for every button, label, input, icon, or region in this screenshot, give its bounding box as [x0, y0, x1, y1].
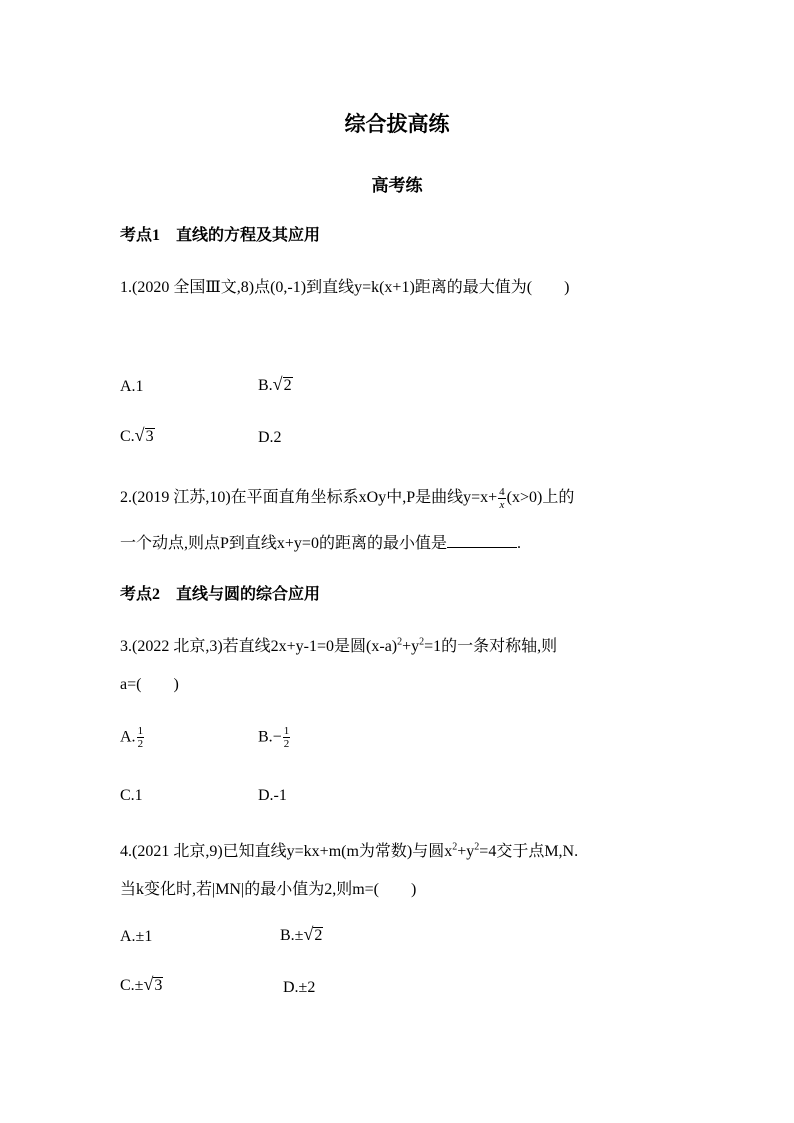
q3-b-num: 1 — [283, 725, 290, 737]
sqrt-symbol: √2 — [303, 924, 323, 944]
q3-option-c: C.1 — [120, 787, 143, 804]
q2-stem-part1: 2.(2019 江苏,10)在平面直角坐标系xOy中,P是曲线y=x+ — [120, 489, 498, 506]
question-1-stem: 1.(2020 全国Ⅲ文,8)点(0,-1)到直线y=k(x+1)距离的最大值为( ) — [120, 279, 570, 296]
q4-option-c-prefix: C.± — [120, 977, 144, 994]
q1-option-b — [258, 374, 293, 395]
page-title: 综合拔高练 — [344, 112, 450, 136]
q1-option-c-radicand: 3 — [145, 428, 154, 445]
q1-option-d: D.2 — [258, 429, 282, 446]
sqrt-symbol: √3 — [143, 974, 163, 994]
question-4-line2: 当k变化时,若|MN|的最小值为2,则m=( ) — [120, 881, 417, 898]
q3-stem-part2: +y — [402, 638, 420, 655]
fraction — [498, 486, 506, 511]
fraction — [283, 725, 291, 750]
q4-option-c-radicand: 3 — [154, 977, 163, 994]
q3-a-den: 2 — [137, 738, 144, 751]
q1-option-c — [120, 425, 155, 446]
q4-option-b-prefix: B.± — [280, 927, 304, 944]
q3-option-b — [258, 725, 291, 750]
q3-option-a — [120, 725, 145, 750]
q3-option-b-prefix: B.− — [258, 728, 282, 746]
q1-option-c-prefix: C. — [120, 428, 135, 445]
q1-option-b-prefix: B. — [258, 377, 273, 394]
q3-sup2: 2 — [419, 636, 425, 648]
q3-b-den: 2 — [283, 738, 290, 751]
q1-option-a: A.1 — [120, 378, 144, 395]
q4-option-c — [120, 974, 163, 995]
q4-option-b — [280, 924, 323, 945]
q4-sup2: 2 — [474, 841, 480, 853]
q1-option-b-radicand: 2 — [283, 377, 292, 394]
q4-sup1: 2 — [452, 841, 458, 853]
q4-option-a: A.±1 — [120, 928, 153, 945]
section-heading-2: 考点2 直线与圆的综合应用 — [120, 586, 321, 603]
question-2-line2 — [120, 530, 521, 553]
answer-blank[interactable] — [447, 533, 517, 548]
q3-a-num: 1 — [137, 725, 144, 737]
q2-frac-num: 4 — [499, 485, 505, 498]
q3-stem-part1: 3.(2022 北京,3)若直线2x+y-1=0是圆(x-a) — [120, 638, 398, 655]
question-3-line2: a=( ) — [120, 676, 179, 693]
q3-sup1: 2 — [397, 636, 403, 648]
sqrt-symbol: √3 — [134, 425, 154, 445]
question-3-stem — [120, 633, 557, 656]
section-heading-1: 考点1 直线的方程及其应用 — [120, 227, 321, 244]
q4-option-b-radicand: 2 — [314, 927, 323, 944]
q4-stem-part3: =4交于点M,N. — [479, 843, 579, 860]
q4-stem-part2: +y — [457, 843, 475, 860]
sqrt-symbol: √2 — [272, 374, 292, 394]
q4-stem-part1: 4.(2021 北京,9)已知直线y=kx+m(m为常数)与圆x — [120, 843, 453, 860]
q2-stem-part2: (x>0)上的 — [506, 489, 575, 506]
q4-option-d: D.±2 — [283, 979, 316, 996]
page-subtitle: 高考练 — [371, 176, 423, 195]
fraction — [137, 725, 145, 750]
question-4-stem — [120, 838, 578, 861]
q3-option-d: D.-1 — [258, 787, 287, 804]
question-2-stem — [120, 484, 574, 511]
q3-option-a-prefix: A. — [120, 728, 136, 746]
q3-stem-part3: =1的一条对称轴,则 — [424, 638, 558, 655]
q2-frac-den: x — [499, 498, 505, 511]
q2-line2-end: . — [516, 535, 521, 552]
q2-line2-text: 一个动点,则点P到直线x+y=0的距离的最小值是 — [120, 535, 447, 552]
